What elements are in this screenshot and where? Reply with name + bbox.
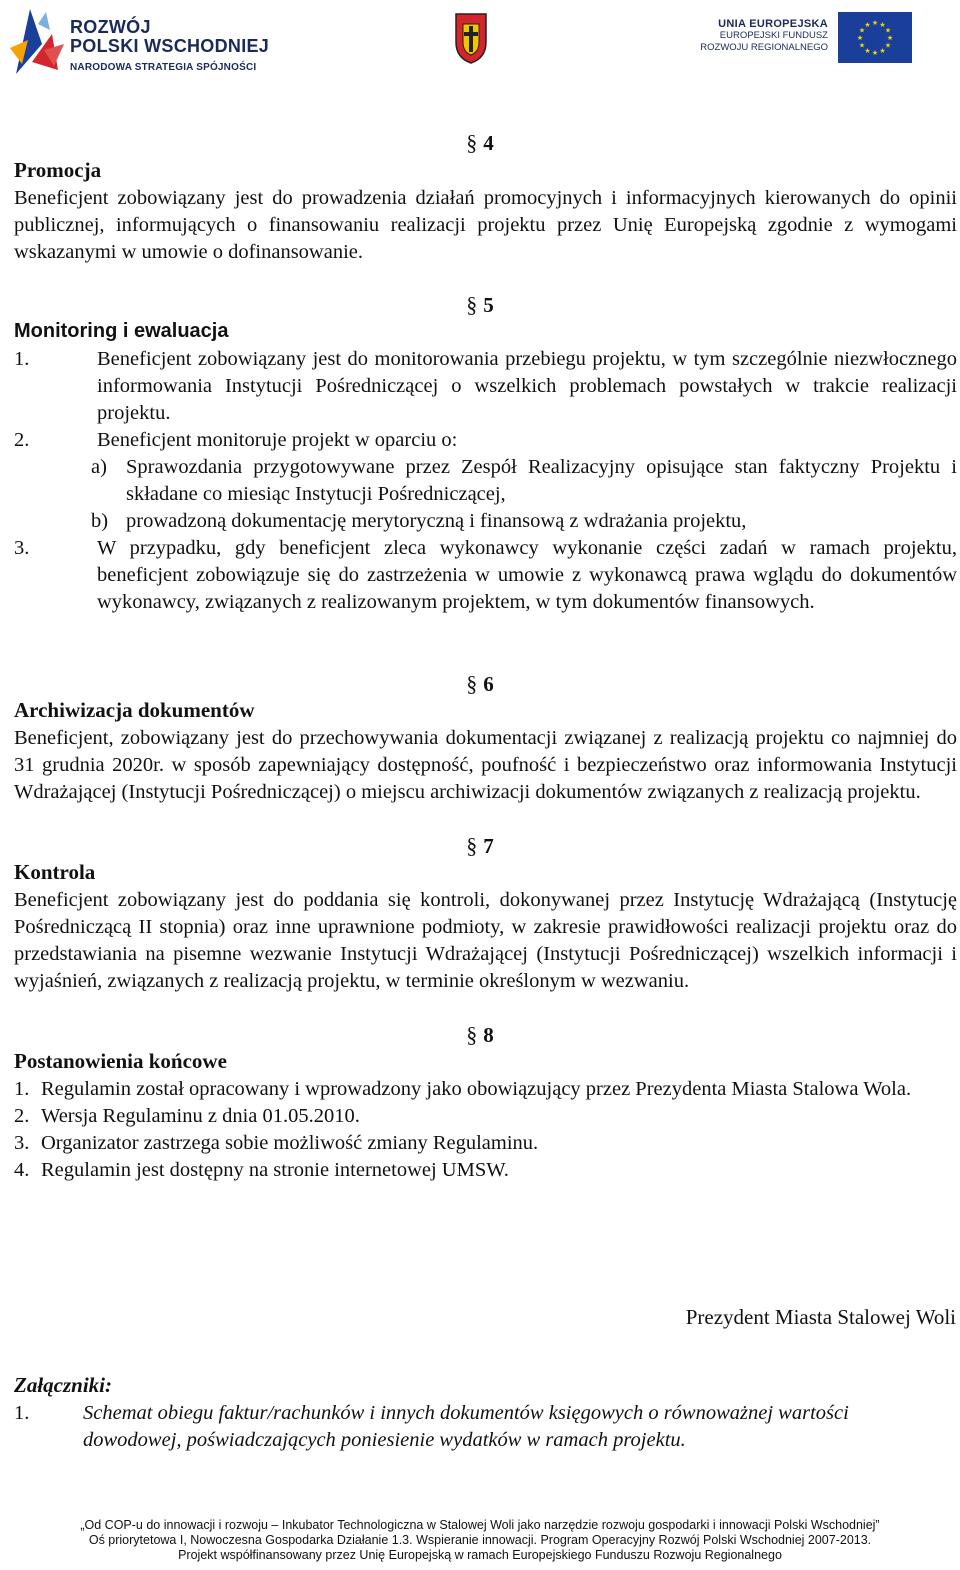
svg-text:★: ★: [871, 49, 879, 57]
rozwoj-polski-wschodniej-logo: [8, 4, 308, 80]
ue-line3: ROZWOJU REGIONALNEGO: [700, 42, 828, 53]
list-item: 2. Wersja Regulaminu z dnia 01.05.2010.: [14, 1105, 360, 1127]
section-5-title: Monitoring i ewaluacja: [14, 320, 229, 342]
svg-text:★: ★: [864, 21, 871, 29]
svg-text:★: ★: [864, 47, 871, 55]
footer-line3: Projekt współfinansowany przez Unię Europejską w ramach Europejskiego Funduszu Rozwoju Regionalnego: [178, 1548, 782, 1562]
section-7-title: Kontrola: [14, 860, 96, 884]
svg-text:★: ★: [879, 21, 886, 29]
city-coat-of-arms-icon: [454, 12, 488, 64]
list-item: 3. W przypadku, gdy beneficjent zleca wykonawcy wykonanie części zadań w ramach projektu, beneficjent zobowiązuje się do zastrzeżenia w umowie z wykonawcą prawa wglądu do dokumentów wykonawcy, związanych z realizowanym projektem, w tym dokumentów finansowych.: [14, 537, 957, 613]
section-4-text: Beneficjent zobowiązany jest do prowadzenia działań promocyjnych i informacyjnych kierowanych do opinii publicznej, informujących o finansowaniu realizacji projektu przez Unię Europejską zgodnie z wymogami wskazanymi w umowie o dofinansowanie.: [14, 187, 957, 263]
rpw-line2: POLSKI WSCHODNIEJ: [70, 36, 270, 56]
list-item: 4. Regulamin jest dostępny na stronie internetowej UMSW.: [14, 1159, 509, 1181]
list-item: 2. Beneficjent monitoruje projekt w oparciu o:: [14, 429, 458, 451]
attachment-item: 1. Schemat obiegu faktur/rachunków i innych dokumentów księgowych o równoważnej wartości dowodowej, poświadczających poniesienie wydatków w ramach projektu.: [14, 1402, 849, 1451]
footer-line2: Oś priorytetowa I, Nowoczesna Gospodarka Działanie 1.3. Wspieranie innowacji. Program Operacyjny Rozwój Polski Wschodniej 2007-2013.: [88, 1533, 872, 1547]
section-8-list: [14, 1076, 957, 1184]
eu-label: [700, 18, 828, 54]
ue-line1: UNIA EUROPEJSKA: [718, 18, 828, 30]
page-header: [0, 0, 960, 90]
signature-line: Prezydent Miasta Stalowej Woli: [685, 1305, 956, 1329]
svg-text:★: ★: [871, 19, 879, 27]
section-6-title: Archiwizacja dokumentów: [14, 698, 255, 722]
svg-text:★: ★: [858, 26, 866, 35]
section-5-number: § 5: [466, 292, 494, 317]
svg-text:★: ★: [884, 26, 892, 35]
svg-text:★: ★: [856, 34, 864, 42]
list-item: 3. Organizator zastrzega sobie możliwość zmiany Regulaminu.: [14, 1132, 539, 1154]
list-item: a) Sprawozdania przygotowywane przez Zespół Realizacyjny opisujące stan faktyczny Projektu i składane co miesiąc Instytucji Pośredniczącej,: [91, 456, 957, 505]
section-4-number: § 4: [466, 130, 494, 155]
rpw-emblem-icon: [8, 4, 68, 80]
list-item: 1. Regulamin został opracowany i wprowadzony jako obowiązujący przez Prezydenta Miasta Stalowa Wola.: [14, 1078, 912, 1100]
attachments-title: Załączniki:: [14, 1373, 112, 1397]
section-8-number: § 8: [466, 1022, 494, 1047]
page-footer: [0, 1518, 960, 1563]
svg-text:★: ★: [884, 41, 892, 50]
section-7-number: § 7: [466, 833, 494, 858]
svg-text:★: ★: [886, 34, 894, 42]
ue-line2: EUROPEJSKI FUNDUSZ: [719, 30, 828, 41]
rpw-line3: NARODOWA STRATEGIA SPÓJNOŚCI: [70, 62, 257, 73]
rpw-line1: ROZWÓJ: [70, 17, 151, 37]
eu-flag-icon: [838, 12, 912, 63]
section-4-title: Promocja: [14, 158, 102, 182]
section-6-text: Beneficjent, zobowiązany jest do przechowywania dokumentacji związanej z realizacją projektu co najmniej do 31 grudnia 2020r. w sposób zapewniający dostępność, poufność i bezpieczeństwo oraz informowania Instytucji Wdrażającej (Instytucji Pośredniczącej) o miejscu archiwizacji dokumentów związanych z realizacją projektu.: [14, 727, 957, 803]
list-item: 1. Beneficjent zobowiązany jest do monitorowania przebiegu projektu, w tym szczególnie niezwłocznego informowania Instytucji Pośredniczącej o wszelkich problemach powstałych w trakcie realizacji projektu.: [14, 348, 957, 424]
svg-text:★: ★: [858, 41, 866, 50]
footer-line1: „Od COP-u do innowacji i rozwoju – Inkubator Technologiczna w Stalowej Woli jako narzędzie rozwoju gospodarki i innowacji Polski Wschodniej”: [80, 1518, 880, 1532]
section-5-list: [14, 346, 957, 616]
section-6-number: § 6: [466, 671, 494, 696]
list-item: b) prowadzoną dokumentację merytoryczną i finansową z wdrażania projektu,: [91, 510, 747, 532]
section-8-title: Postanowienia końcowe: [14, 1049, 227, 1073]
svg-text:★: ★: [879, 47, 886, 55]
section-7-text: Beneficjent zobowiązany jest do poddania się kontroli, dokonywanej przez Instytucję Wdrażającą (Instytucję Pośredniczącą II stopnia) oraz inne uprawnione podmioty, w zakresie prawidłowości realizacji projektu oraz do przedstawiania na pisemne wezwanie Instytucji Wdrażającej (Instytucji Pośredniczącej) wszelkich informacji i wyjaśnień, związanych z realizacją projektu, w terminie określonym w wezwaniu.: [14, 889, 957, 992]
